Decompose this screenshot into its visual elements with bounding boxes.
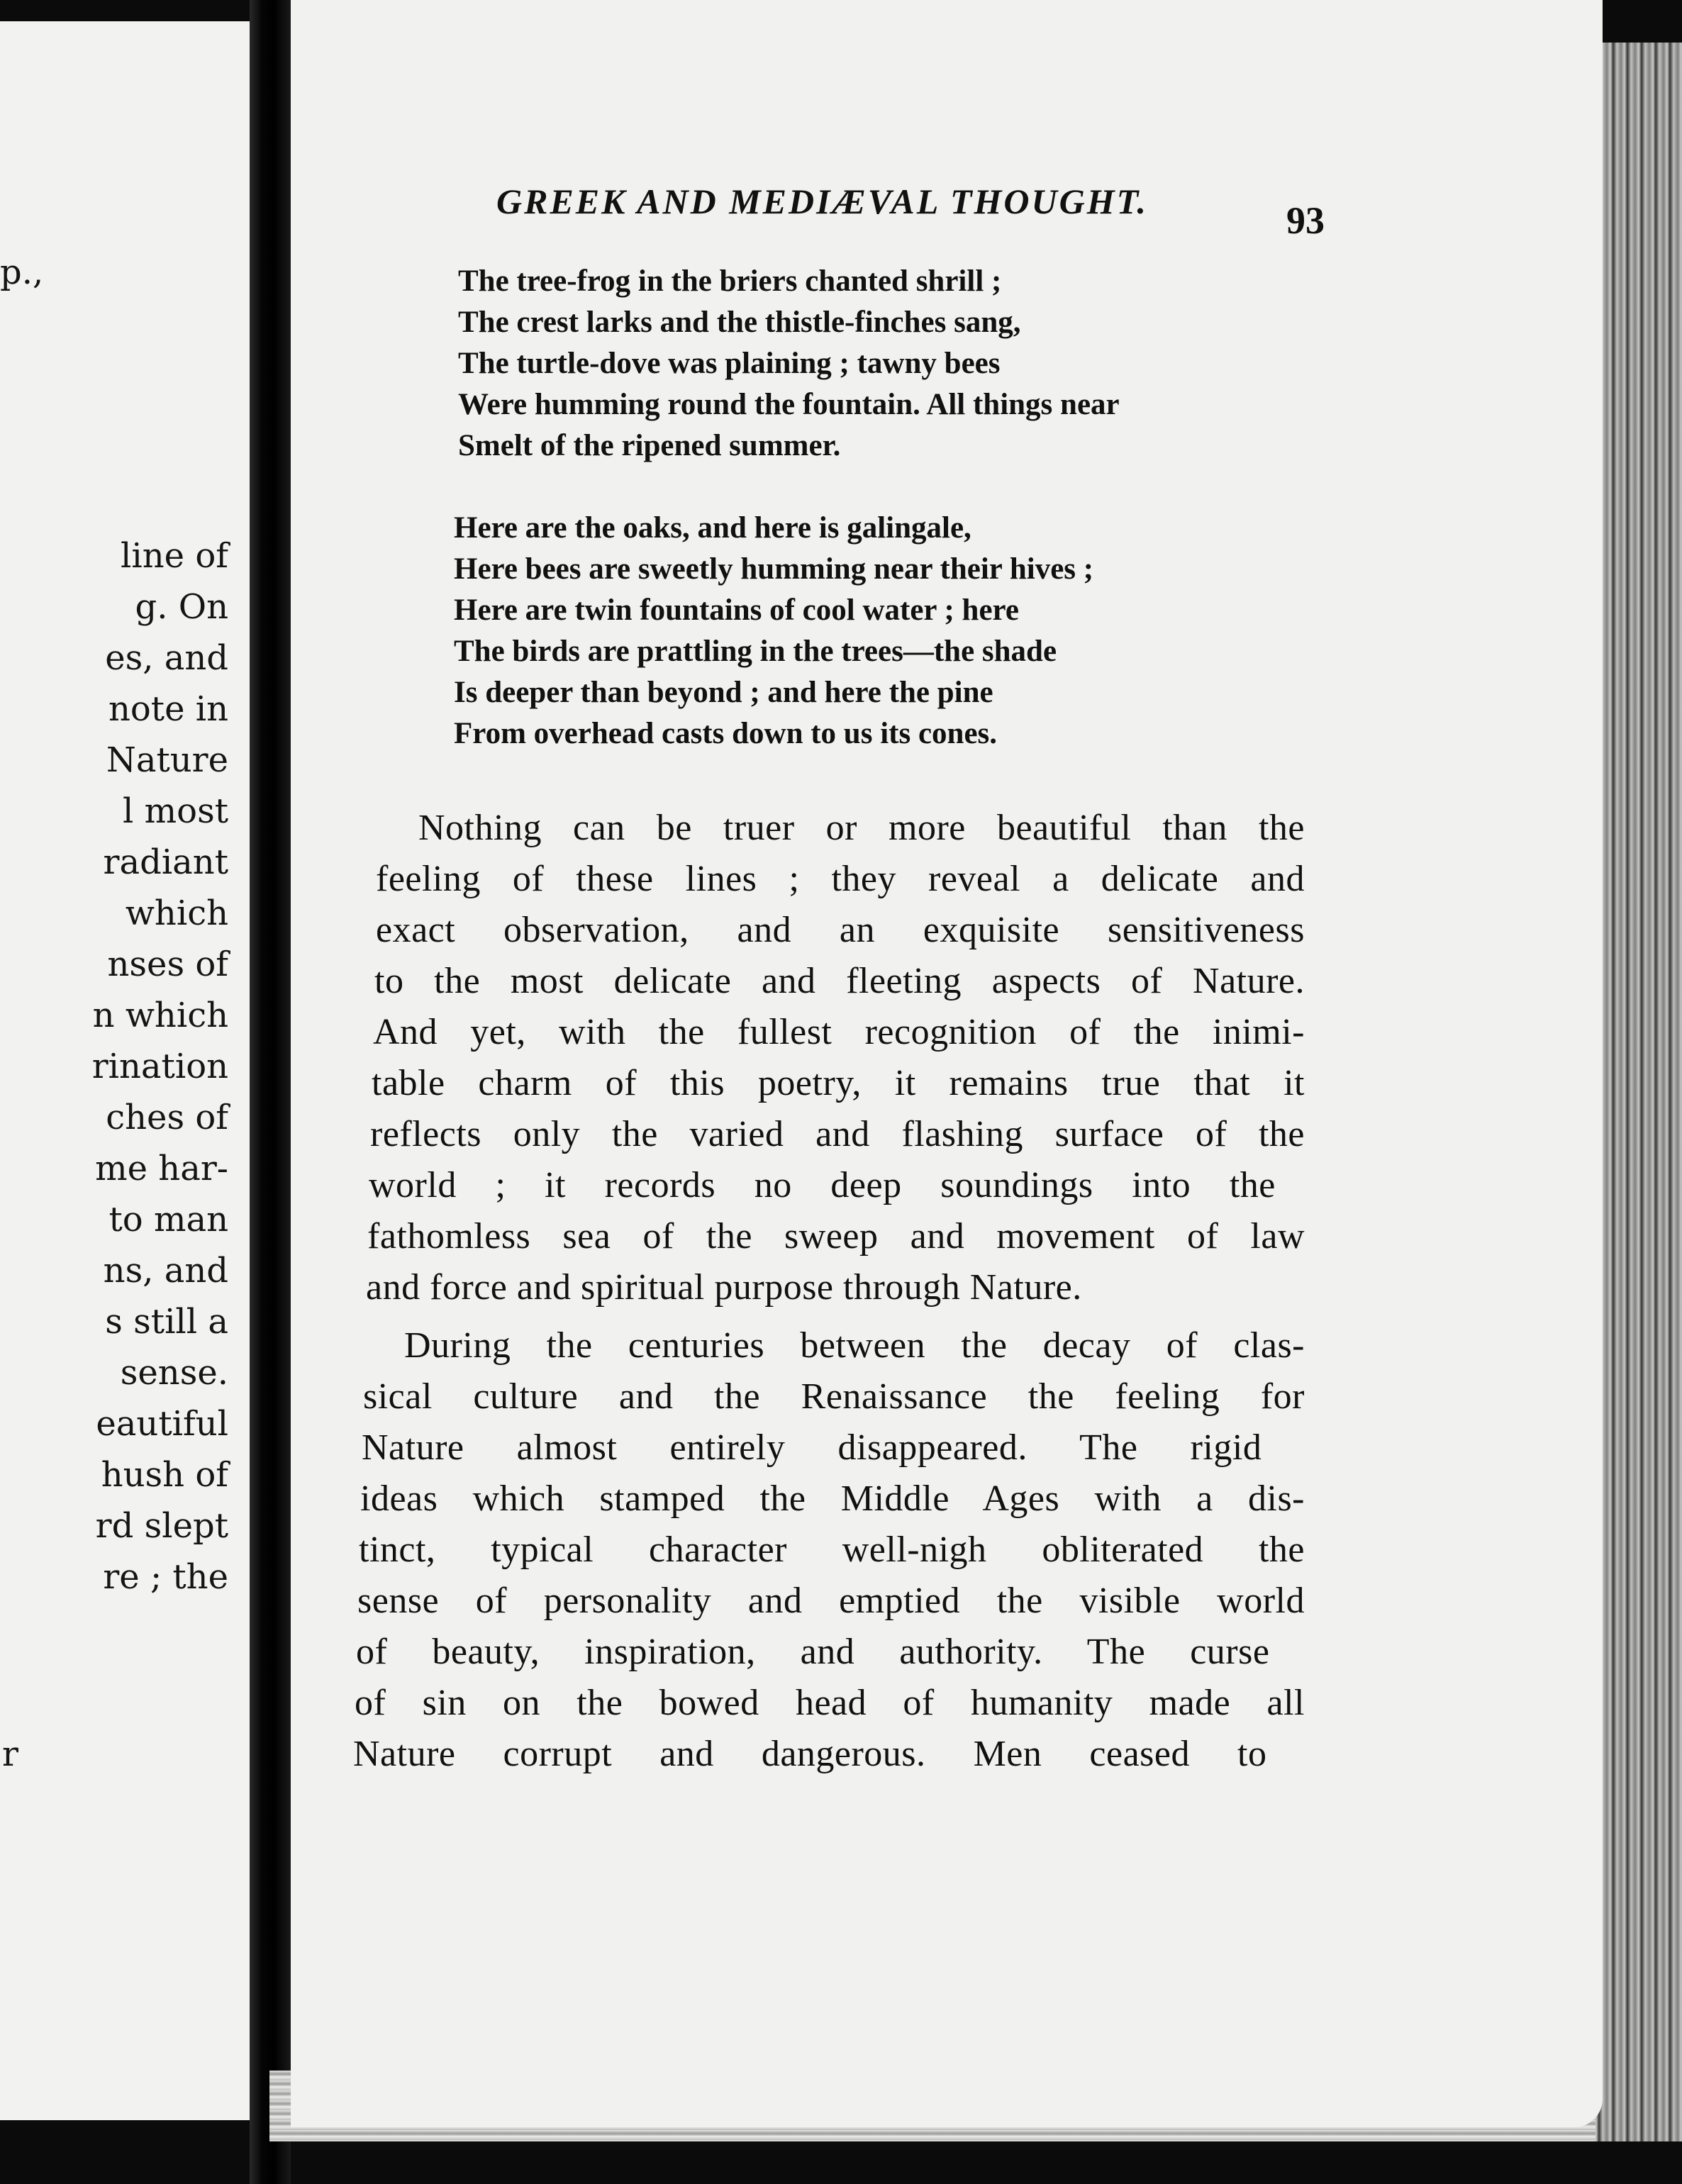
binding-gutter [250, 0, 291, 2184]
left-fragment: me har- [95, 1149, 228, 1188]
prose-line: of sin on the bowed head of humanity made all [355, 1683, 1305, 1723]
prose-line: sense of personality and emptied the visible world [357, 1581, 1305, 1621]
left-fragment: n which [92, 996, 228, 1035]
left-fragment: es, and [105, 638, 228, 678]
prose-line: sical culture and the Renaissance the feeling for [363, 1376, 1305, 1417]
left-fragment: nses of [107, 945, 228, 984]
left-fragment: sense. [120, 1353, 228, 1393]
prose-line: and force and spiritual purpose through Nature. [366, 1267, 1082, 1308]
left-fragment: line of [121, 536, 228, 576]
page-number: 93 [1286, 199, 1325, 242]
left-fragment: eautiful [96, 1404, 228, 1444]
right-page [291, 0, 1603, 2127]
prose-line: table charm of this poetry, it remains true that it [372, 1063, 1305, 1103]
verse-line: The turtle-dove was plaining ; tawny bees [458, 347, 1001, 380]
left-facing-page [0, 21, 250, 2120]
running-head: GREEK AND MEDIÆVAL THOUGHT. [496, 182, 1149, 221]
prose-line: tinct, typical character well-nigh obliterated the [359, 1530, 1305, 1570]
left-fragment: to man [108, 1200, 228, 1239]
verse-line: Here are the oaks, and here is galingale, [454, 511, 971, 545]
left-fragment: l most [123, 791, 228, 831]
left-fragment: Nature [106, 740, 228, 780]
verse-line: Smelt of the ripened summer. [458, 429, 841, 462]
prose-line: Nature corrupt and dangerous. Men ceased to [353, 1734, 1267, 1774]
left-fragment: which [125, 893, 228, 933]
left-fragment: g. On [135, 587, 228, 627]
left-fragment: re ; the [103, 1557, 228, 1597]
verse-line: Here are twin fountains of cool water ; here [454, 594, 1019, 627]
left-fragment: s still a [105, 1302, 228, 1342]
prose-line: exact observation, and an exquisite sensitiveness [376, 910, 1305, 950]
left-fragment: rd slept [95, 1506, 228, 1546]
prose-line: During the centuries between the decay of clas- [404, 1325, 1305, 1366]
left-fragment: ches of [106, 1098, 228, 1137]
left-fragment: radiant [103, 842, 228, 882]
verse-line: Were humming round the fountain. All things near [458, 388, 1120, 421]
prose-line: fathomless sea of the sweep and movement of law [367, 1216, 1305, 1257]
prose-line: world ; it records no deep soundings into the [369, 1165, 1276, 1205]
prose-line: feeling of these lines ; they reveal a delicate and [376, 859, 1305, 899]
left-fragment: hush of [101, 1455, 228, 1495]
verse-line: From overhead casts down to us its cones. [454, 717, 998, 750]
left-fragment: ns, and [103, 1251, 228, 1291]
left-fragment: r [2, 1734, 18, 1774]
left-fragment: p., [0, 252, 44, 292]
prose-line: to the most delicate and fleeting aspects of Nature. [374, 961, 1305, 1001]
verse-line: The crest larks and the thistle-finches sang, [458, 306, 1021, 339]
prose-line: reflects only the varied and flashing surface of the [370, 1114, 1305, 1154]
prose-line: Nature almost entirely disappeared. The rigid [362, 1427, 1262, 1468]
verse-line: The birds are prattling in the trees—the shade [454, 635, 1057, 668]
prose-line: ideas which stamped the Middle Ages with a dis- [360, 1478, 1305, 1519]
left-fragment: note in [108, 689, 228, 729]
prose-line: of beauty, inspiration, and authority. The curse [356, 1632, 1270, 1672]
left-fragment: rination [91, 1047, 228, 1086]
prose-line: Nothing can be truer or more beautiful than the [418, 808, 1305, 848]
verse-line: Here bees are sweetly humming near their hives ; [454, 552, 1094, 586]
verse-line: Is deeper than beyond ; and here the pine [454, 676, 993, 709]
verse-line: The tree-frog in the briers chanted shrill ; [458, 264, 1002, 298]
prose-line: And yet, with the fullest recognition of the inimi- [373, 1012, 1305, 1052]
